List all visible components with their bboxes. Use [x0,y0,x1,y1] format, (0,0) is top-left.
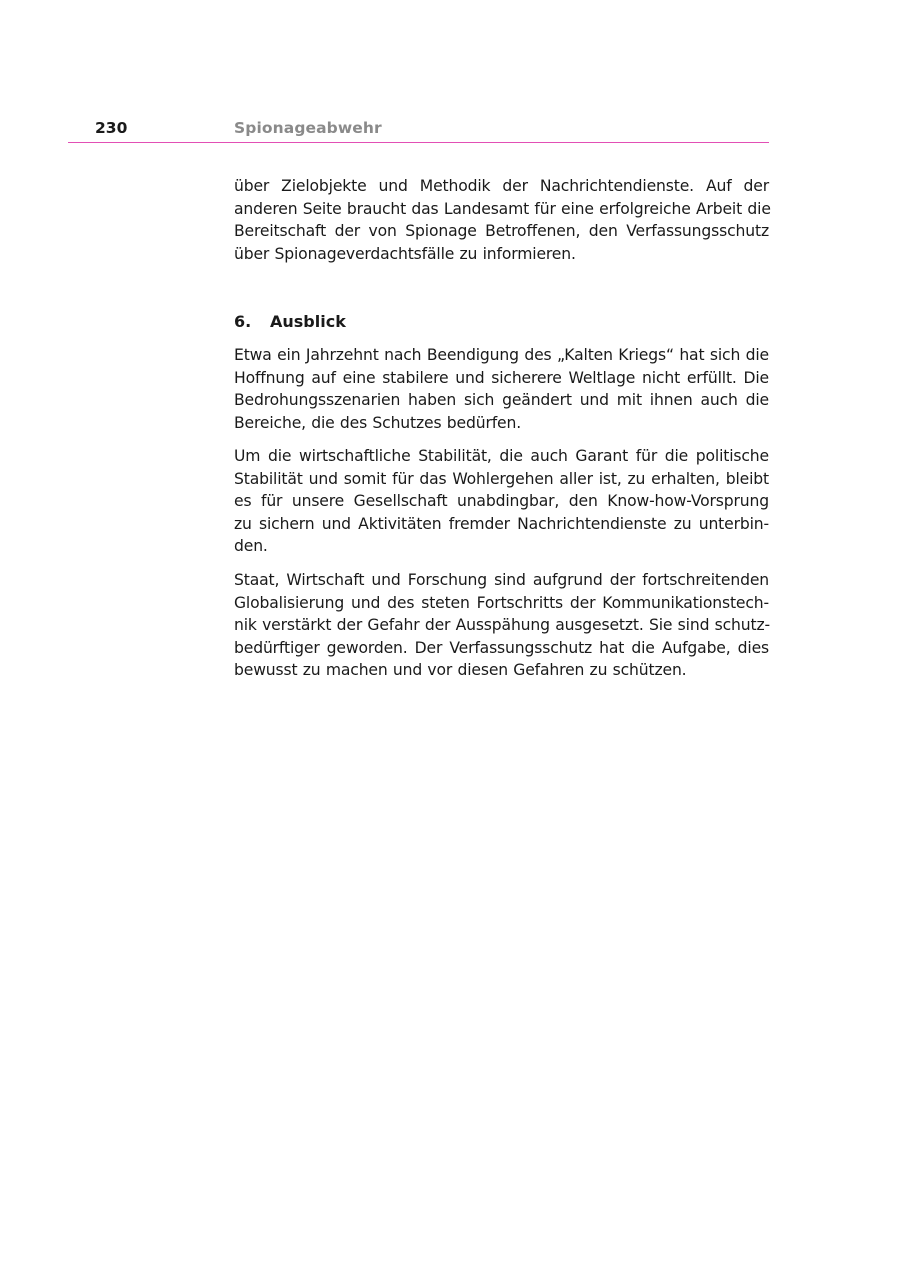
paragraph-outlook-2 [234,445,769,558]
text-line: Bedrohungsszenarien haben sich geändert und mit ihnen auch die [234,391,769,409]
section-heading [234,311,769,333]
text-line: nik verstärkt der Gefahr der Ausspähung ausgesetzt. Sie sind schutz- [234,616,770,634]
text-line: Staat, Wirtschaft und Forschung sind aufgrund der fortschreitenden [234,571,769,589]
text-line: anderen Seite braucht das Landesamt für eine erfolgreiche Arbeit die [234,199,771,218]
text-line: Bereiche, die des Schutzes bedürfen. [234,413,522,432]
text-line: über Spionageverdachtsfälle zu informieren. [234,244,576,263]
page-number: 230 [95,119,128,137]
paragraph-intro [234,175,769,265]
text-line: Hoffnung auf eine stabilere und sicherere Weltlage nicht erfüllt. Die [234,368,769,387]
paragraph-outlook-3 [234,569,769,682]
text-line: zu sichern und Aktivitäten fremder Nachrichtendienste zu unterbin- [234,514,769,533]
text-line: Um die wirtschaftliche Stabilität, die auch Garant für die politische [234,447,769,465]
text-line: den. [234,537,268,555]
text-line: Bereitschaft der von Spionage Betroffenen, den Verfassungsschutz [234,222,769,240]
text-line: über Zielobjekte und Methodik der Nachrichtendienste. Auf der [234,177,769,195]
running-title: Spionageabwehr [234,119,382,137]
section-number: 6. [234,312,252,331]
text-line: bedürftiger geworden. Der Verfassungsschutz hat die Aufgabe, dies [234,638,769,657]
text-line: bewusst zu machen und vor diesen Gefahren zu schützen. [234,661,687,679]
text-line: Etwa ein Jahrzehnt nach Beendigung des „Kalten Kriegs“ hat sich die [234,346,769,364]
paragraph-outlook-1 [234,344,769,434]
text-line: Globalisierung und des steten Fortschritts der Kommunikationstech- [234,593,769,612]
text-line: Stabilität und somit für das Wohlergehen aller ist, zu erhalten, bleibt [234,469,769,488]
section-title: Ausblick [270,312,346,331]
running-header [68,118,769,143]
text-line: es für unsere Gesellschaft unabdingbar, den Know-how-Vorsprung [234,492,769,510]
